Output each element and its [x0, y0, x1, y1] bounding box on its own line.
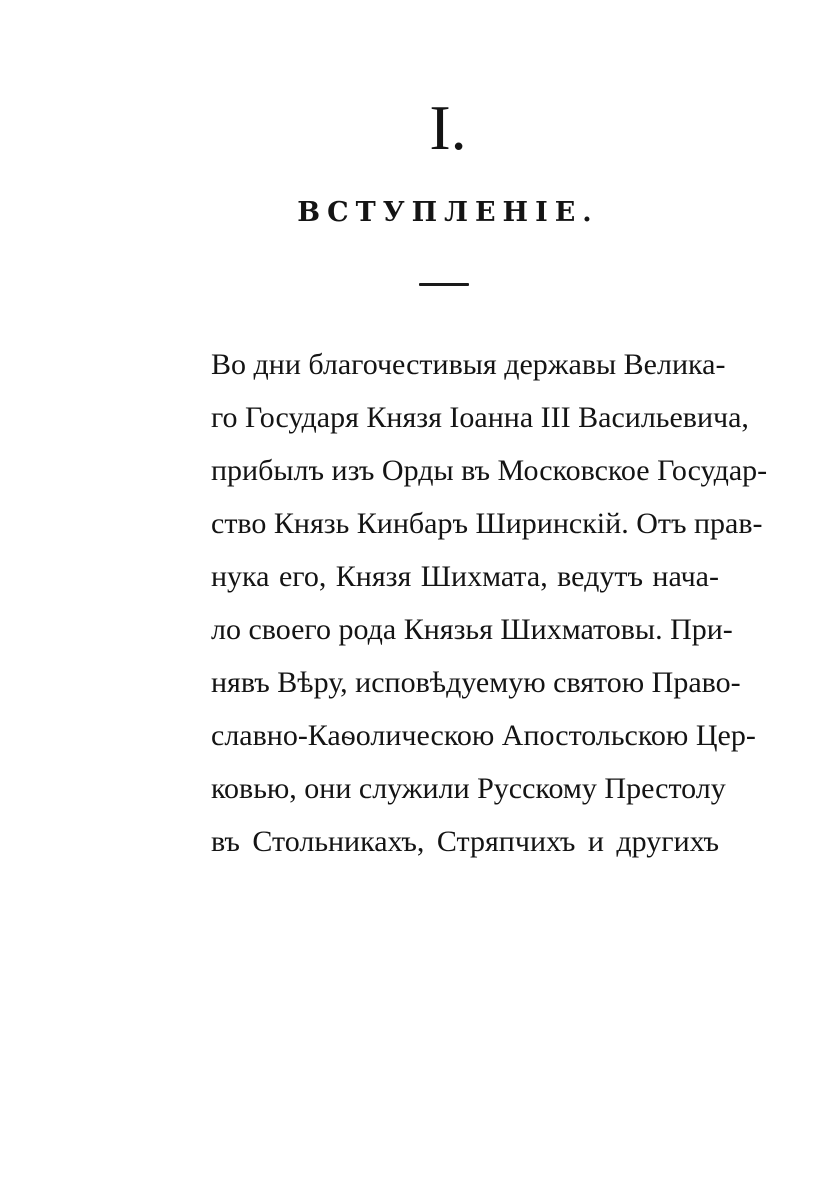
- chapter-number: I.: [429, 92, 467, 163]
- intro-paragraph: [211, 338, 768, 868]
- paragraph-line: Во дни благочестивыя державы Велика-: [211, 348, 726, 381]
- paragraph-line: го Государя Князя Іоанна III Васильевича,: [211, 401, 749, 434]
- paragraph-line: нука его, Князя Шихмата, ведутъ нача-: [211, 560, 719, 593]
- paragraph-line: въ Стольникахъ, Стряпчихъ и другихъ: [211, 825, 719, 858]
- paragraph-line: прибылъ изъ Орды въ Московское Государ-: [211, 454, 768, 487]
- paragraph-line: ство Князь Кинбаръ Ширинскій. Отъ прав-: [211, 507, 763, 540]
- paragraph-line: ковью, они служили Русскому Престолу: [211, 772, 726, 805]
- paragraph-line: ло своего рода Князья Шихматовы. При-: [211, 613, 733, 646]
- paragraph-line: славно-Каѳолическою Апостольскою Цер-: [211, 719, 756, 752]
- chapter-title: ВСТУПЛЕНІЕ.: [297, 197, 599, 228]
- decorative-rule: [419, 283, 469, 286]
- paragraph-line: нявъ Вѣру, исповѣдуемую святою Право-: [211, 666, 741, 699]
